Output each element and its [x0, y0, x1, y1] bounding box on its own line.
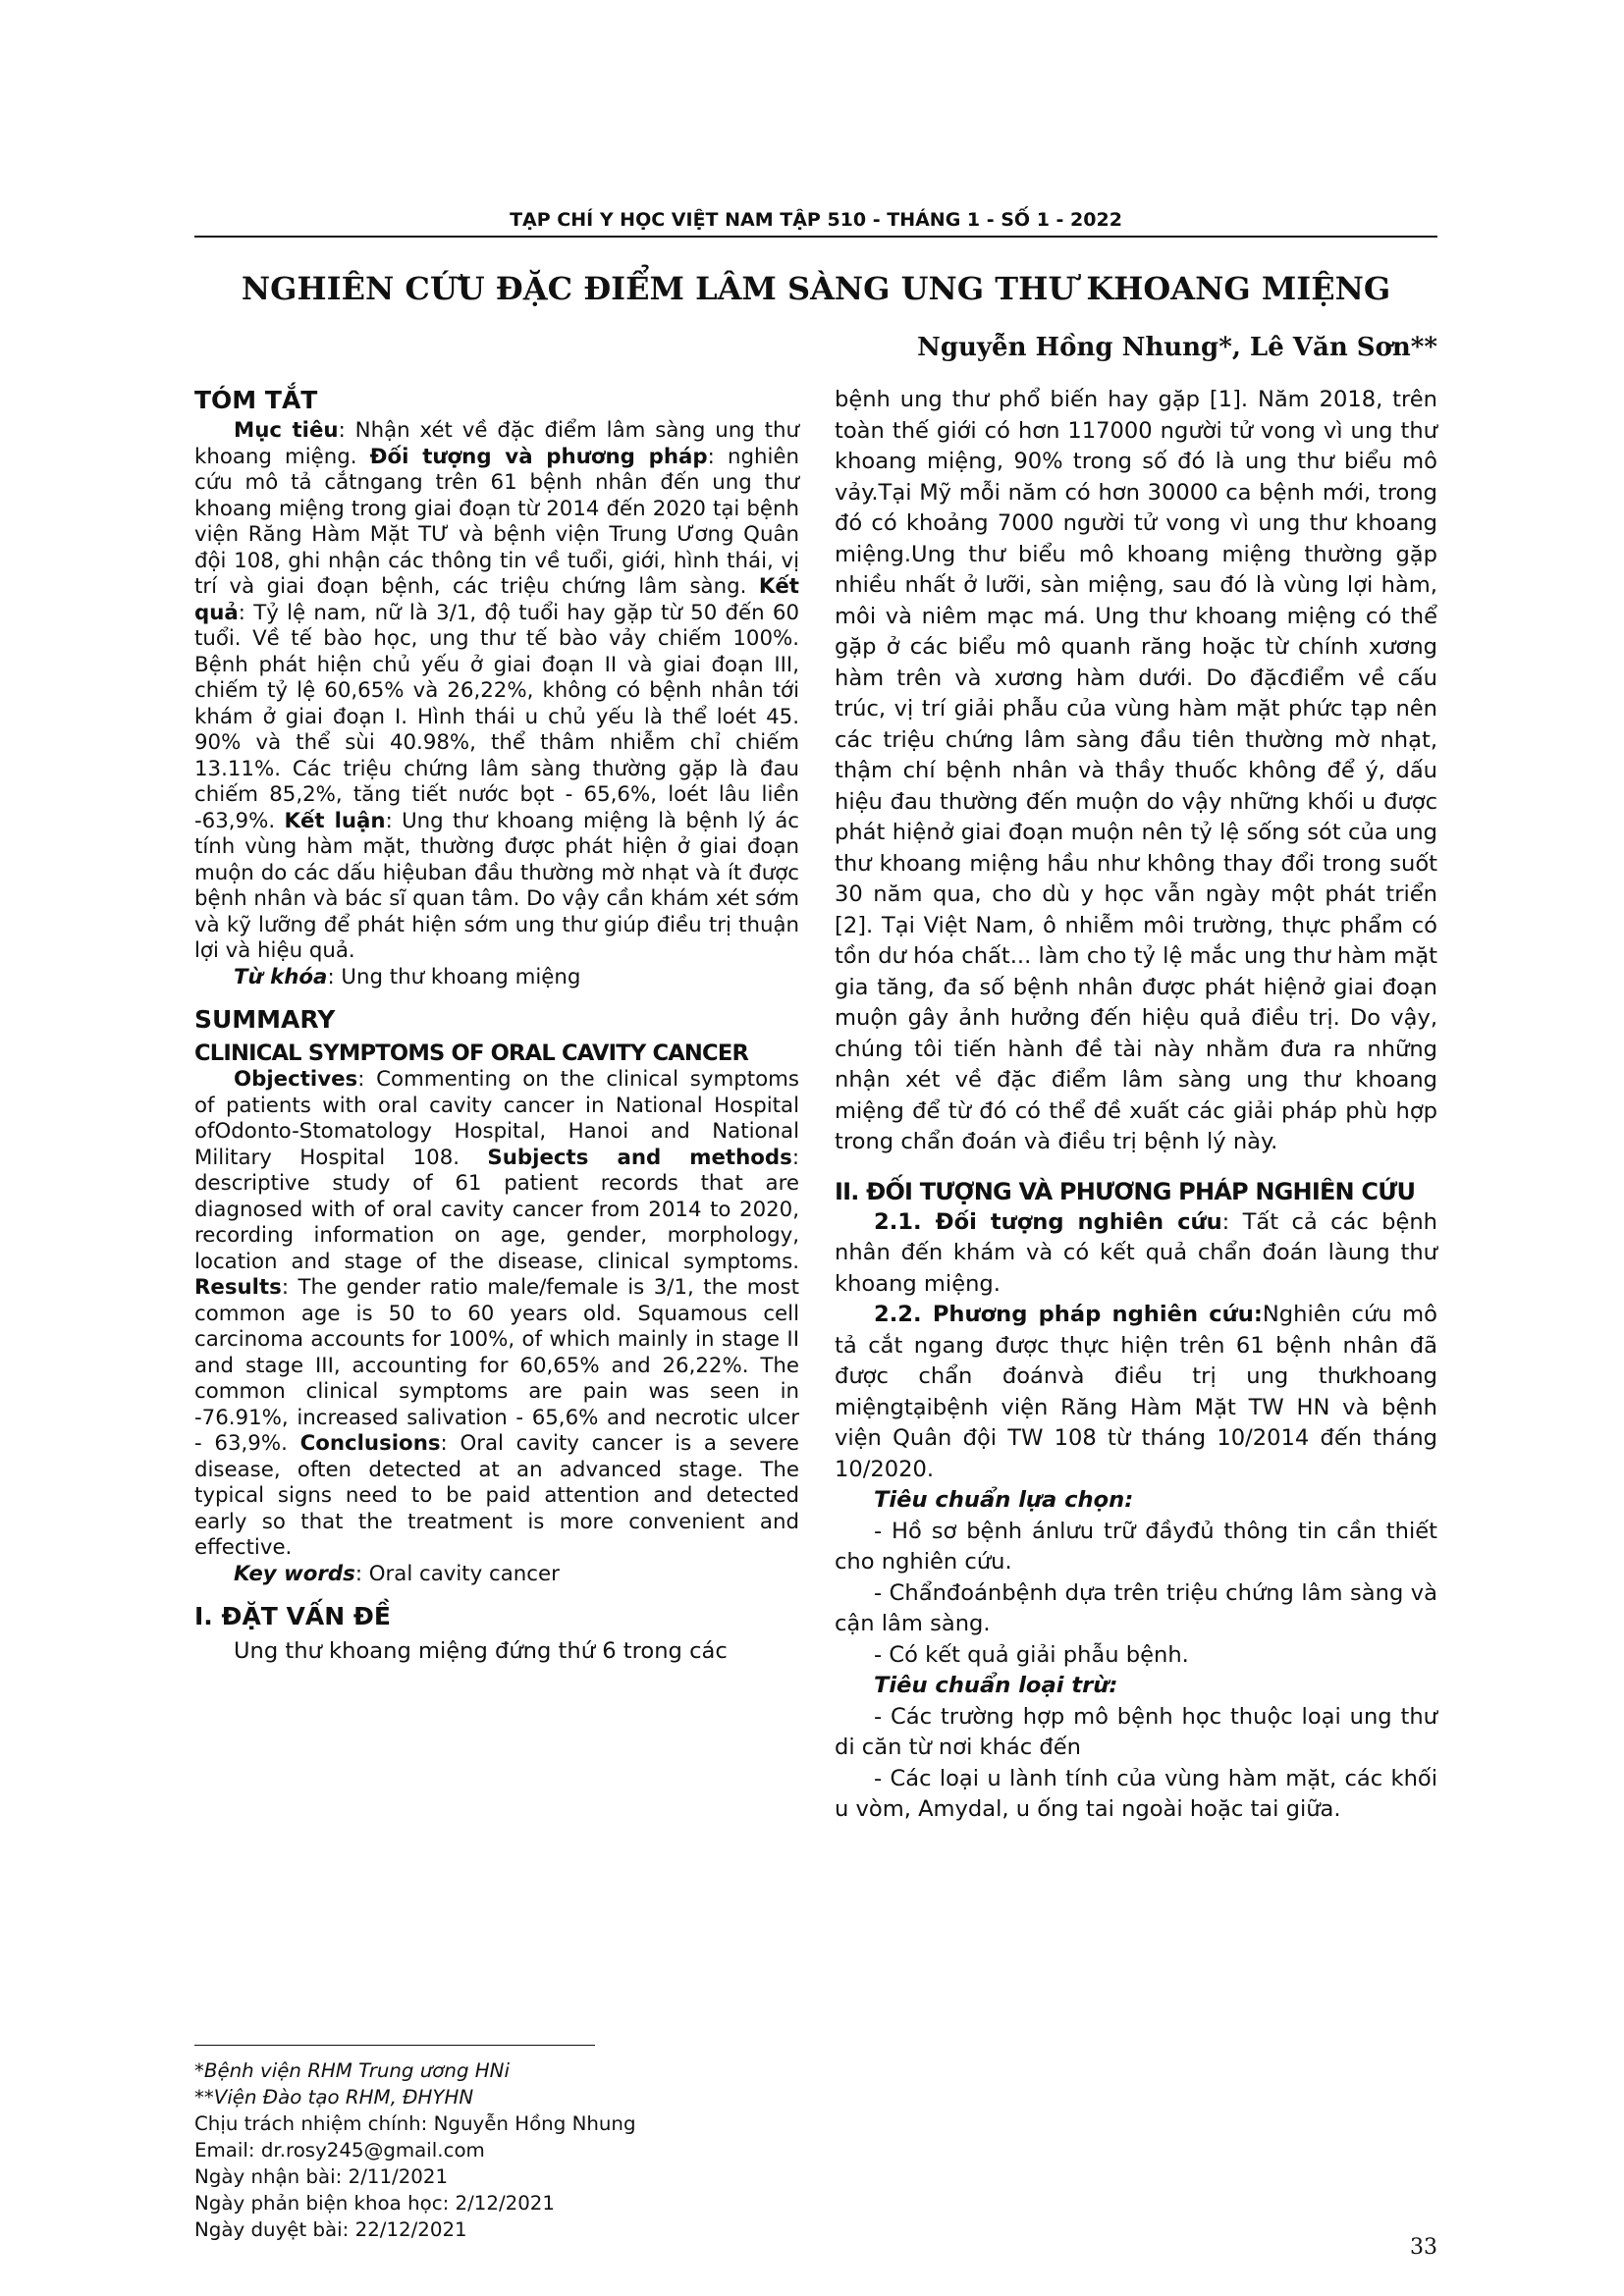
date-reviewed: Ngày phản biện khoa học: 2/12/2021 [194, 2192, 555, 2215]
keywords-en-text: : Oral cavity cancer [354, 1561, 560, 1586]
objectives-text: : Commenting on the clinical symptoms of patients with oral cavity cancer in National Hospital ofOdonto-Stomatology Hospital, Hanoi and National Military Hospital 108. [194, 1067, 799, 1170]
keywords-en [194, 1562, 799, 1588]
journal-header: TẠP CHÍ Y HỌC VIỆT NAM TẬP 510 - THÁNG 1 - SỐ 1 - 2022 [510, 209, 1122, 231]
article-authors: Nguyễn Hồng Nhung*, Lê Văn Sơn** [917, 333, 1437, 362]
intro-paragraph-start: Ung thư khoang miệng đứng thứ 6 trong các [234, 1638, 728, 1664]
summary-title: CLINICAL SYMPTOMS OF ORAL CAVITY CANCER [194, 1041, 749, 1066]
section-2-1 [835, 1207, 1437, 1301]
affiliation-1: *Bệnh viện RHM Trung ương HNi [194, 2059, 510, 2082]
exclusion-criteria-label: Tiêu chuẩn loại trừ: [874, 1673, 1118, 1698]
methods-heading: II. ĐỐI TƯỢNG VÀ PHƯƠNG PHÁP NGHIÊN CỨU [835, 1177, 1416, 1205]
methods-en-label: Subjects and methods [487, 1145, 792, 1170]
exclusion-item: - Các trường hợp mô bệnh học thuộc loại ung thư di căn từ nơi khác đến [835, 1703, 1437, 1760]
section-2-2-label: 2.2. Phương pháp nghiên cứu: [874, 1302, 1263, 1327]
article-title: NGHIÊN CỨU ĐẶC ĐIỂM LÂM SÀNG UNG THƯ KHOANG MIỆNG [241, 270, 1391, 307]
section-2-1-text: : Tất cả các bệnh nhân đến khám và có kết quả chẩn đoán làung thư khoang miệng. [835, 1208, 1437, 1297]
conclusions-en-label: Conclusions [299, 1431, 441, 1456]
objective-label: Mục tiêu [234, 418, 339, 443]
date-received: Ngày nhận bài: 2/11/2021 [194, 2165, 449, 2188]
left-column [194, 385, 799, 1667]
intro-heading: I. ĐẶT VẤN ĐỀ [194, 1602, 391, 1630]
methods-text: : nghiên cứu mô tả cắtngang trên 61 bệnh nhân đến ung thư khoang miệng trong giai đoạn từ 2014 đến 2020 tại bệnh viện Răng Hàm Mặt TƯ và bệnh viện Trung Ương Quân đội 108, ghi nhận các thông tin về tuổi, giới, hình thái, vị trí và giai đoạn bệnh, các triệu chứng lâm sàng. [194, 444, 799, 599]
footnotes [194, 2057, 799, 2243]
keywords-vi-label: Từ khóa [234, 964, 328, 989]
inclusion-criteria-label: Tiêu chuẩn lựa chọn: [874, 1487, 1134, 1513]
keywords-vi-text: : Ung thư khoang miệng [327, 964, 581, 989]
conclusion-text: : Ung thư khoang miệng là bệnh lý ác tính vùng hàm mặt, thường được phát hiện ở giai đoạn muộn do các dấu hiệuban đầu thường mờ nhạt và ít được bệnh nhân và bác sĩ quan tâm. Do vậy cần khám xét sớm và kỹ lưỡng để phát hiện sớm ung thư giúp điều trị thuận lợi và hiệu quả. [194, 808, 799, 963]
intro-paragraph-continued: bệnh ung thư phổ biến hay gặp [1]. Năm 2018, trên toàn thế giới có hơn 117000 người tử vong vì ung thư khoang miệng, 90% trong số đó là ung thư biểu mô vảy.Tại Mỹ mỗi năm có hơn 30000 ca bệnh mới, trong đó có khoảng 7000 người tử vong vì ung thư khoang miệng.Ung thư biểu mô khoang miệng thường gặp nhiều nhất ở lưỡi, sàn miệng, sau đó là vùng lợi hàm, môi và niêm mạc má. Ung thư khoang miệng có thể gặp ở các biểu mô quanh răng hoặc từ chính xương hàm trên và xương hàm dưới. Do đặcđiểm về cấu trúc, vị trí giải phẫu của vùng hàm mặt phức tạp nên các triệu chứng lâm sàng đầu tiên thường mờ nhạt, thậm chí bệnh nhân và thầy thuốc không để ý, dấu hiệu đau thường đến muộn do vậy những khối u được phát hiệnở giai đoạn muộn nên tỷ lệ sống sót của ung thư khoang miệng hầu như không thay đổi trong suốt 30 năm qua, cho dù y học vẫn ngày một phát triển [2]. Tại Việt Nam, ô nhiễm môi trường, thực phẩm có tồn dư hóa chất... làm cho tỷ lệ mắc ung thư hàm mặt gia tăng, đa số bệnh nhân được phát hiệnở giai đoạn muộn gây ảnh hưởng đến hiệu quả điều trị. Do vậy, chúng tôi tiến hành đề tài này nhằm đưa ra những nhận xét về đặc điểm lâm sàng ung thư khoang miệng để từ đó có thể đề xuất các giải pháp phù hợp trong chẩn đoán và điều trị bệnh lý này. [835, 387, 1437, 1154]
abstract-vi-heading: TÓM TẮT [194, 386, 318, 414]
date-approved: Ngày duyệt bài: 22/12/2021 [194, 2218, 467, 2241]
keywords-en-label: Key words [234, 1561, 355, 1586]
header-rule [194, 236, 1437, 238]
keywords-vi [194, 965, 799, 991]
conclusion-label: Kết luận [284, 808, 386, 833]
responsible-author: Chịu trách nhiệm chính: Nguyễn Hồng Nhung [194, 2112, 636, 2135]
results-text: : Tỷ lệ nam, nữ là 3/1, độ tuổi hay gặp từ 50 đến 60 tuổi. Về tế bào học, ung thư tế bào vảy chiếm 100%. Bệnh phát hiện chủ yếu ở giai đoạn II và giai đoạn III, chiếm tỷ lệ 60,65% và 26,22%, không có bệnh nhân tới khám ở giai đoạn I. Hình thái u chủ yếu là thể loét 45. 90% và thể sùi 40.98%, thể thâm nhiễm chỉ chiếm 13.11%. Các triệu chứng lâm sàng thường gặp là đau chiếm 85,2%, tăng tiết nước bọt - 65,6%, loét lâu liền -63,9%. [194, 600, 799, 833]
section-2-2-text: Nghiên cứu mô tả cắt ngang được thực hiện trên 61 bệnh nhân đã được chẩn đoánvà điều trị ung thưkhoang miệngtạibệnh viện Răng Hàm Mặt TW HN và bệnh viện Quân đội TW 108 từ tháng 10/2014 đến tháng 10/2020. [835, 1302, 1437, 1482]
results-label: Kết quả [194, 574, 799, 625]
objective-text: : Nhận xét về đặc điểm lâm sàng ung thư khoang miệng. [194, 418, 800, 469]
section-2-1-label: 2.1. Đối tượng nghiên cứu [874, 1208, 1222, 1235]
methods-label: Đối tượng và phương pháp [369, 444, 708, 469]
footnote-rule [194, 2045, 595, 2046]
affiliation-2: **Viện Đào tạo RHM, ĐHYHN [194, 2086, 474, 2109]
inclusion-item: - Có kết quả giải phẫu bệnh. [874, 1641, 1189, 1668]
section-2-2 [835, 1300, 1437, 1485]
conclusions-en-text: : Oral cavity cancer is a severe disease, often detected at an advanced stage. The typical signs need to be paid attention and detected early so that the treatment is more convenient and effective. [194, 1431, 799, 1560]
exclusion-item: - Các loại u lành tính của vùng hàm mặt, các khối u vòm, Amydal, u ống tai ngoài hoặc tai giữa. [835, 1765, 1437, 1822]
inclusion-item: - Chẩnđoánbệnh dựa trên triệu chứng lâm sàng và cận lâm sàng. [835, 1579, 1437, 1636]
inclusion-item: - Hồ sơ bệnh ánlưu trữ đầyđủ thông tin cần thiết cho nghiên cứu. [835, 1518, 1437, 1575]
right-column [835, 385, 1437, 1826]
summary-heading: SUMMARY [194, 1005, 336, 1034]
results-en-text: : The gender ratio male/female is 3/1, the most common age is 50 to 60 years old. Squamous cell carcinoma accounts for 100%, of which mainly in stage II and stage III, accounting for 60,65% and 26,22%. The common clinical symptoms are pain was seen in -76.91%, increased salivation - 65,6% and necrotic ulcer - 63,9%. [194, 1275, 799, 1456]
summary-en-body [194, 1067, 799, 1562]
abstract-vi-body [194, 418, 799, 965]
objectives-label: Objectives [234, 1067, 358, 1092]
results-en-label: Results [194, 1275, 282, 1300]
methods-en-text: : descriptive study of 61 patient records that are diagnosed with of oral cavity cancer from 2014 to 2020, recording information on age, gender, morphology, location and stage of the disease, clinical symptoms. [194, 1145, 799, 1274]
page-number: 33 [1410, 2235, 1437, 2260]
author-email: Email: dr.rosy245@gmail.com [194, 2139, 485, 2162]
